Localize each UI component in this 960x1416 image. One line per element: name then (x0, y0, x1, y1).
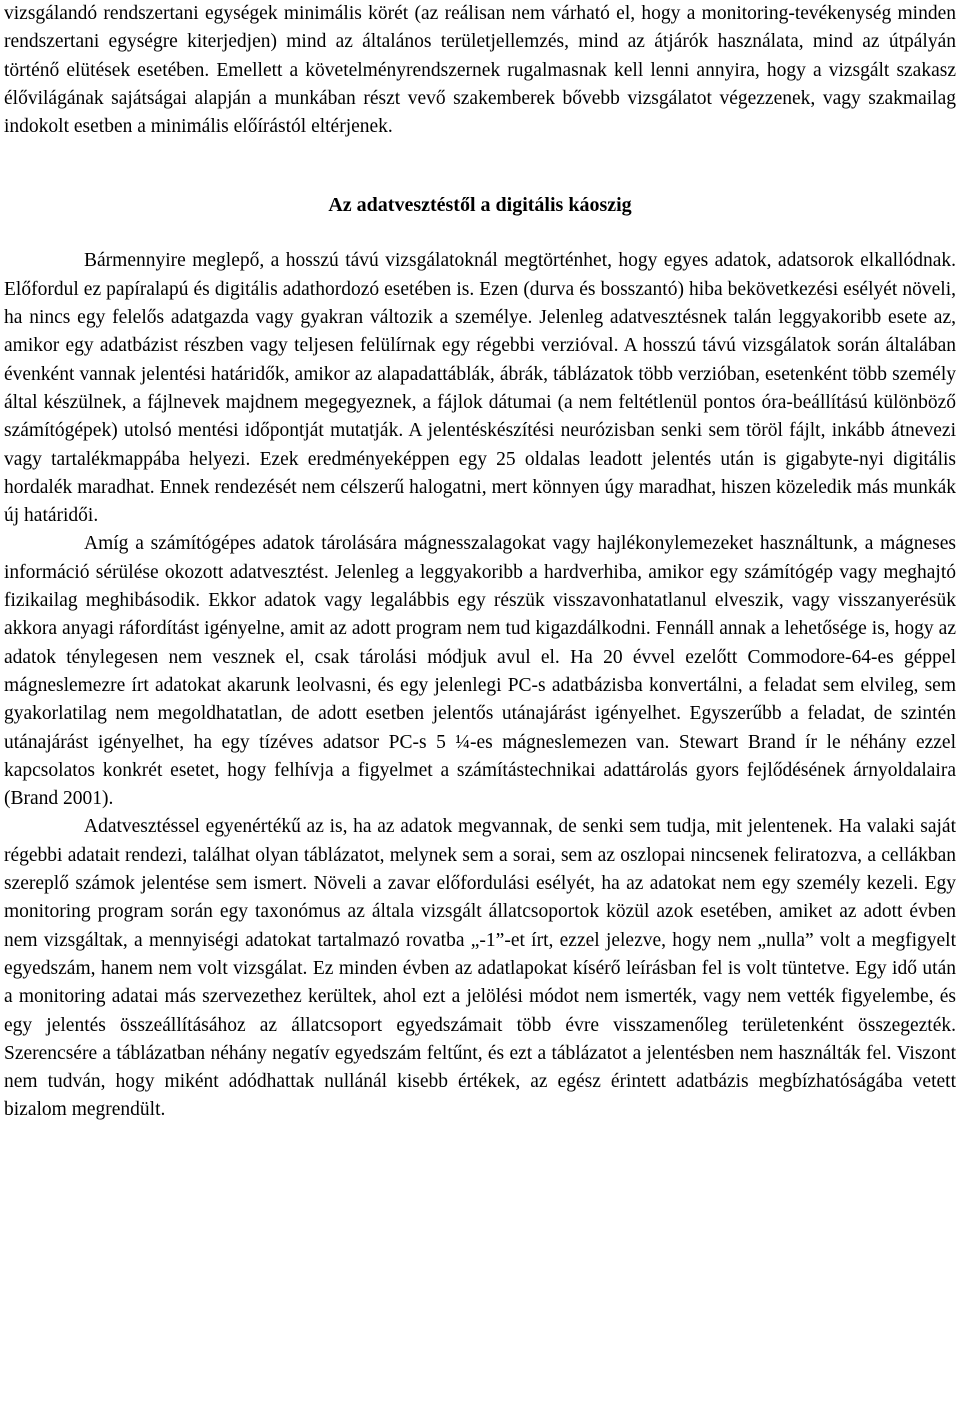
body-paragraph-3: Adatvesztéssel egyenértékű az is, ha az adatok megvannak, de senki sem tudja, mit jelentenek. Ha valaki saját régebbi adatait rendezi, találhat olyan táblázatot, melynek sem a sorai, sem az oszlopai nincsenek feliratozva, a cellákban szereplő számok jelentése sem ismert. Növeli a zavar előfordulási esélyét, ha az adatokat nem egy személy kezeli. Egy monitoring program során egy taxonómus az általa vizsgált állatcsoportok közül azok esetében, amiket az adott évben nem vizsgáltak, a mennyiségi adatokat tartalmazó rovatba „-1”-et írt, ezzel jelezve, hogy nem „nulla” volt a megfigyelt egyedszám, hanem nem volt vizsgálat. Ez minden évben az adatlapokat kísérő leírásban fel is volt tüntetve. Egy idő után a monitoring adatai más szervezethez kerültek, ahol ezt a jelölési módot nem ismerték, vagy nem vették figyelembe, és egy jelentés összeállításához az állatcsoport egyedszámait több évre visszamenőleg területenként összegezték. Szerencsére a táblázatban néhány negatív egyedszám feltűnt, és ezt a táblázatot a jelentésben nem használták fel. Viszont nem tudván, hogy miként adódhattak nullánál kisebb értékek, az egész érintett adatbázis megbízhatóságába vetett bizalom megrendült. (4, 816, 956, 1121)
document-page (4, 0, 956, 1125)
section-heading: Az adatvesztéstől a digitális káoszig (328, 194, 632, 217)
intro-paragraph: vizsgálandó rendszertani egységek minimális körét (az reálisan nem várható el, hogy a monitoring-tevékenység minden rendszertani egységre kiterjedjen) mind az általános területjellemzés, mind az átjárók használata, mind az útpályán történő elütések esetében. Emellett a követelményrendszernek rugalmasnak kell lenni annyira, hogy a vizsgált szakasz élővilágának sajátságai alapján a munkában részt vevő szakemberek bővebb vizsgálatot végezzenek, vagy szakmailag indokolt esetben a minimális előírástól eltérjenek. (4, 3, 956, 138)
body-paragraph-2: Amíg a számítógépes adatok tárolására mágnesszalagokat vagy hajlékonylemezeket használtunk, a mágneses információ sérülése okozott adatvesztést. Jelenleg a leggyakoribb a hardverhiba, amikor egy számítógép vagy meghajtó fizikailag meghibásodik. Ekkor adatok vagy legalábbis egy részük visszavonhatatlanul elveszik, vagy visszanyerésük akkora anyagi ráfordítást igényelne, amit az adott program nem tud kigazdálkodni. Fennáll annak a lehetősége is, hogy az adatok ténylegesen nem vesznek el, csak tárolási módjuk avul el. Ha 20 évvel ezelőtt Commodore-64-es géppel mágneslemezre írt adatokat akarunk leolvasni, és egy jelenlegi PC-s adatbázisba konvertálni, a feladat sem elvileg, sem gyakorlatilag nem megoldhatatlan, de adott esetben jelentős utánajárást igényelhet. Egyszerűbb a feladat, de szintén utánajárást igényelhet, ha egy tízéves adatsor PC-s 5 ¼-es mágneslemezen van. Stewart Brand ír le néhány ezzel kapcsolatos konkrét esetet, hogy felhívja a figyelmet a számítástechnikai adattárolás gyors fejlődésének árnyoldalaira (Brand 2001). (4, 533, 956, 810)
body-paragraph-1: Bármennyire meglepő, a hosszú távú vizsgálatoknál megtörténhet, hogy egyes adatok, adatsorok elkallódnak. Előfordul ez papíralapú és digitális adathordozó esetében is. Ezen (durva és bosszantó) hiba bekövetkezési esélyét növeli, ha nincs egy felelős adatgazda vagy gyakran változik a személye. Jelenleg adatvesztésnek talán leggyakoribb esete az, amikor egy adatbázist részben vagy teljesen felülírnak egy régebbi verzióval. A hosszú távú vizsgálatok során általában évenként vannak jelentési határidők, amikor az alapadattáblák, ábrák, táblázatok több verzióban, esetenként több személy által készülnek, a fájlnevek majdnem megegyeznek, a fájlok dátumai (a nem feltétlenül pontos óra-beállítású különböző számítógépek) utolsó mentési időpontját mutatják. A jelentéskészítési neurózisban senki sem töröl fájlt, inkább átnevezi vagy tartalékmappába helyezi. Ezek eredményeképpen egy 25 oldalas leadott jelentés után is gigabyte-nyi digitális hordalék maradhat. Ennek rendezését nem célszerű halogatni, mert könnyen úgy maradhat, hiszen közeledik más munkák új határidői. (4, 250, 956, 527)
